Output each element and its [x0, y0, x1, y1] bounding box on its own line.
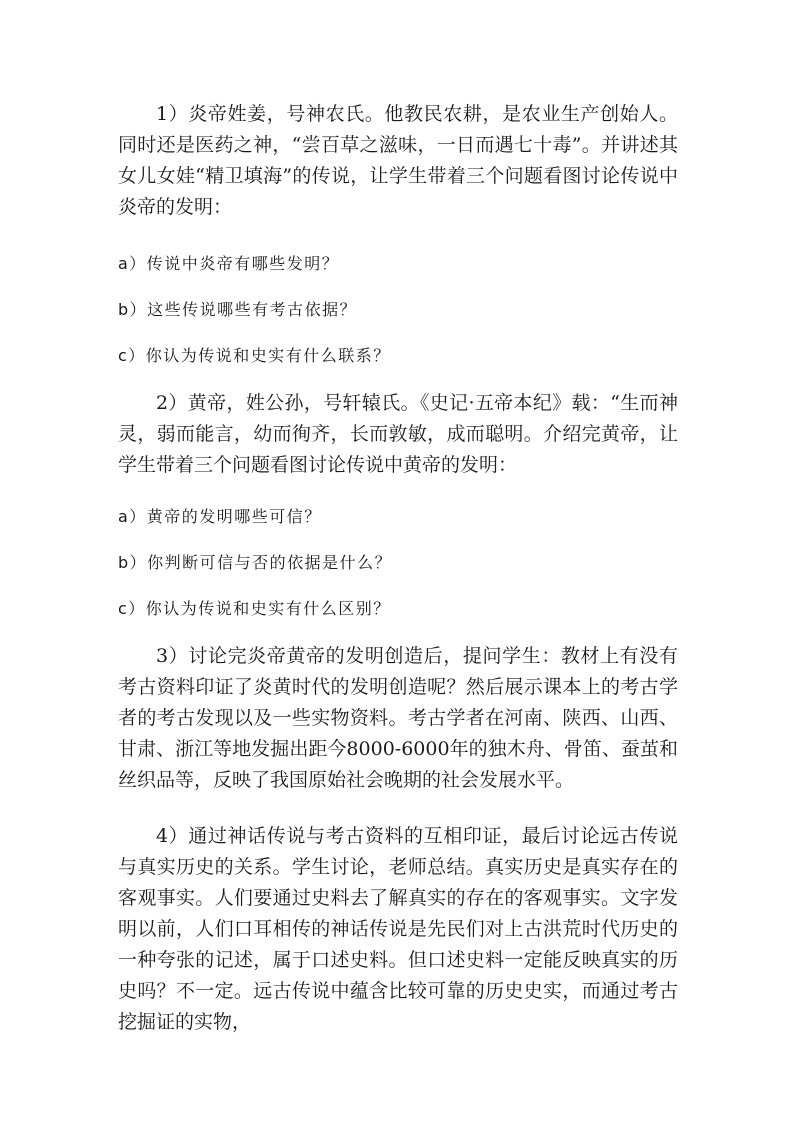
question-1a: a）传说中炎帝有哪些发明？ [118, 254, 340, 273]
question-1b: b）这些传说哪些有考古依据？ [118, 300, 358, 319]
question-2c: c）你认为传说和史实有什么区别？ [118, 599, 391, 618]
question-2a: a）黄帝的发明哪些可信？ [118, 507, 322, 526]
paragraph-1: 1）炎帝姓姜，号神农氏。他教民农耕，是农业生产创始人。同时还是医药之神，“尝百草之滋味，一日而遇七十毒”。并讲述其女儿女娃“精卫填海”的传说，让学生带着三个问题看图讨论传说中炎帝的发明： [118, 103, 678, 218]
question-2b: b）你判断可信与否的依据是什么？ [118, 553, 393, 572]
paragraph-2: 2）黄帝，姓公孙，号轩辕氏。《史记·五帝本纪》载：“生而神灵，弱而能言，幼而徇齐，长而敦敏，成而聪明。介绍完黄帝，让学生带着三个问题看图讨论传说中黄帝的发明： [118, 392, 678, 476]
paragraph-4: 4）通过神话传说与考古资料的互相印证，最后讨论远古传说与真实历史的关系。学生讨论，老师总结。真实历史是真实存在的客观事实。人们要通过史料去了解真实的存在的客观事实。文字发明以前，人们口耳相传的神话传说是先民们对上古洪荒时代历史的一种夸张的记述，属于口述史料。但口述史料一定能反映真实的历史吗？不一定。远古传说中蕴含比较可靠的历史史实，而通过考古挖掘证的实物， [118, 825, 678, 1033]
paragraph-3: 3）讨论完炎帝黄帝的发明创造后，提问学生：教材上有没有考古资料印证了炎黄时代的发明创造呢？然后展示课本上的考古学者的考古发现以及一些实物资料。考古学者在河南、陕西、山西、甘肃、浙江等地发掘出距今8000-6000年的独木舟、骨笛、蚕茧和丝织品等，反映了我国原始社会晚期的社会发展水平。 [118, 645, 678, 791]
question-1c: c）你认为传说和史实有什么联系？ [118, 346, 391, 365]
